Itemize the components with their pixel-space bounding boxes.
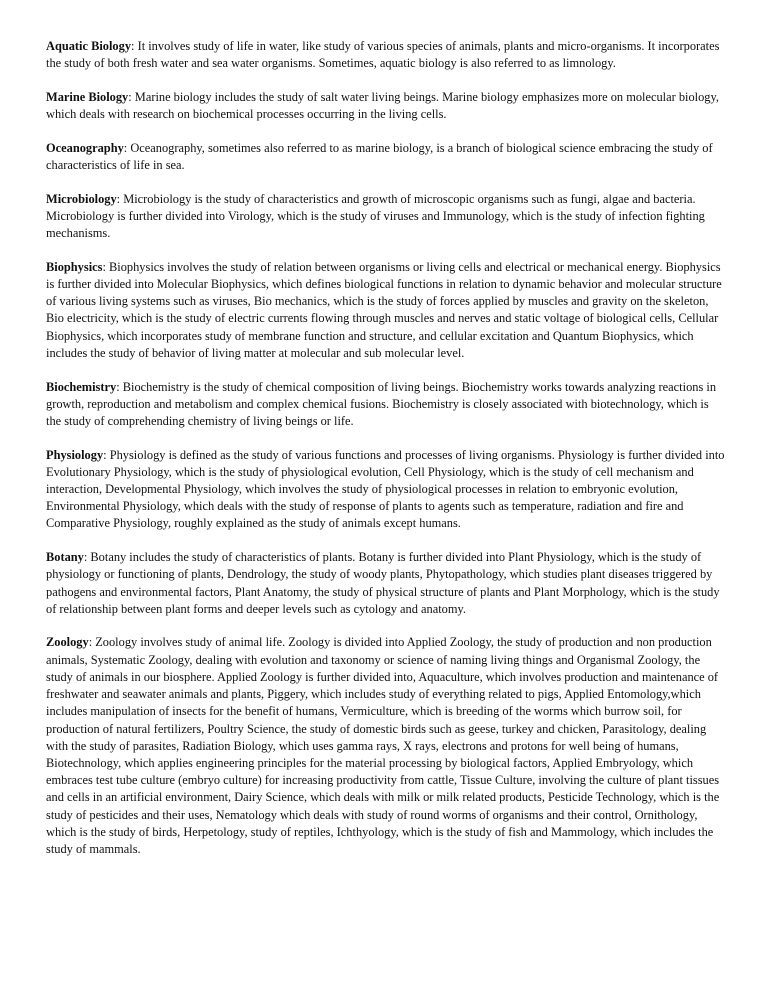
- entry-text: : Oceanography, sometimes also referred to as marine biology, is a branch of biological science embracing the study of characteristics of life in sea.: [46, 140, 713, 173]
- entry-term: Zoology: [46, 635, 89, 650]
- entry-term: Biochemistry: [46, 379, 117, 394]
- entry-zoology: [46, 634, 726, 858]
- entry-text: : Botany includes the study of characteristics of plants. Botany is further divided into Plant Physiology, which is the study of physiology or functioning of plants, Dendrology, the study of woody plants, Phytopathology, which studies plant diseases triggered by pathogens and environmental factors, Plant Anatomy, the study of physical structure of plants and Plant Morphology, which is the study of relationship between plant forms and deeper levels such as cytology and anatomy.: [46, 550, 720, 616]
- entry-oceanography: [46, 140, 726, 174]
- entry-text: : Biochemistry is the study of chemical composition of living beings. Biochemistry works towards analyzing reactions in growth, reproduction and metabolism and complex chemical fusions. Biochemistry is closely associated with biotechnology, which is the study of comprehending chemistry of living beings or life.: [46, 379, 717, 428]
- entry-botany: [46, 549, 726, 618]
- entry-term: Oceanography: [46, 140, 124, 155]
- entry-text: : Physiology is defined as the study of various functions and processes of living organisms. Physiology is further divided into Evolutionary Physiology, which is the study of physiological evolution, Cell Physiology, which is the study of cell mechanism and interaction, Developmental Physiology, which involves the study of physiological processes in relation to embryonic evolution, Environmental Physiology, which deals with the study of response of plants to agents such as temperature, radiation and fire and Comparative Physiology, roughly explained as the study of animals except humans.: [46, 447, 725, 531]
- entry-aquatic-biology: [46, 38, 726, 72]
- entry-term: Botany: [46, 550, 84, 565]
- entry-text: : It involves study of life in water, like study of various species of animals, plants and micro-organisms. It incorporates the study of both fresh water and sea water organisms. Sometimes, aquatic biology is also referred to as limnology.: [46, 39, 720, 71]
- entry-term: Biophysics: [46, 259, 103, 274]
- document-page: [46, 38, 726, 875]
- entry-term: Microbiology: [46, 191, 117, 206]
- entry-term: Aquatic Biology: [46, 39, 132, 53]
- entry-text: : Zoology involves study of animal life. Zoology is divided into Applied Zoology, the study of production and non production animals, Systematic Zoology, dealing with evolution and taxonomy or science of naming living things and Organismal Zoology, the study of animals in our biosphere. Applied Zoology is further divided into, Aquaculture, which involves production and maintenance of freshwater and seawater animals and plants, Piggery, which includes study of everything related to pigs, Applied Entomology,which includes manipulation of insects for the benefit of humans, Vermiculture, which is breeding of the worms which burrow soil, for production of natural fertilizers, Poultry Science, the study of domestic birds such as geese, turkey and chicken, Parasitology, dealing with the study of parasites, Radiation Biology, which uses gamma rays, X rays, electrons and protons for well being of humans, Biotechnology, which applies engineering principles for the material processing by biological factors, Applied Embryology, which embraces test tube culture (embryo culture) for increasing productivity from cattle, Tissue Culture, involving the culture of plant tissues and cells in an artificial environment, Dairy Science, which deals with milk or milk related products, Pesticide Technology, which is the study of pesticides and their uses, Nematology which deals with study of round worms of organisms and their control, Ornithology, which is the study of birds, Herpetology, study of reptiles, Ichthyology, which is the study of fish and Mammology, which includes the study of mammals.: [46, 635, 720, 856]
- entry-microbiology: [46, 191, 726, 243]
- entry-text: : Biophysics involves the study of relation between organisms or living cells and electrical or mechanical energy. Biophysics is further divided into Molecular Biophysics, which defines biological functions in relation to dynamic behavior and molecular structure of various living systems such as viruses, Bio mechanics, which is the study of forces applied by muscles and gravity on the skeleton, Bio electricity, which is the study of electric currents flowing through muscles and nerves and static voltage of biological cells, Cellular Biophysics, which incorporates study of membrane function and structure, and cellular excitation and Quantum Biophysics, which includes the study of behavior of living matter at molecular and sub molecular level.: [46, 259, 722, 360]
- entry-term: Marine Biology: [46, 89, 129, 104]
- entry-text: : Microbiology is the study of characteristics and growth of microscopic organisms such as fungi, algae and bacteria. Microbiology is further divided into Virology, which is the study of viruses and Immunology, which is the study of infection fighting mechanisms.: [46, 191, 705, 241]
- entry-term: Physiology: [46, 447, 104, 462]
- entry-biochemistry: [46, 379, 726, 431]
- entry-physiology: [46, 447, 726, 533]
- entry-biophysics: [46, 259, 726, 362]
- entry-marine-biology: [46, 89, 726, 123]
- entry-text: : Marine biology includes the study of salt water living beings. Marine biology emphasizes more on molecular biology, which deals with research on biochemical processes occurring in the living cells.: [46, 89, 719, 122]
